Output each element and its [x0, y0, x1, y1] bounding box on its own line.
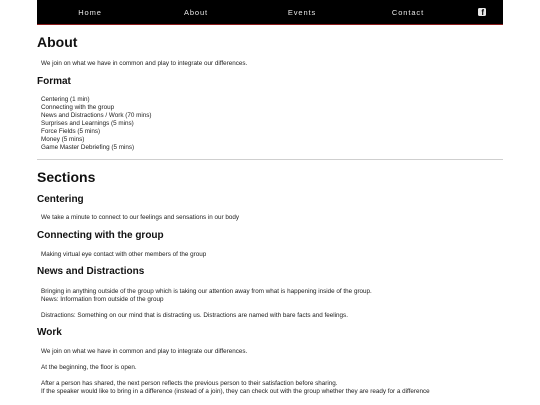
news-line-2: News: Information from outside of the group: [41, 296, 164, 303]
nav-link-contact[interactable]: Contact: [391, 7, 425, 17]
about-intro: We join on what we have in common and play to integrate our differences.: [41, 60, 248, 67]
format-item: Surprises and Learnings (5 mins): [41, 120, 134, 127]
section-divider: [37, 159, 503, 160]
about-heading: About: [37, 34, 78, 50]
top-navbar: [37, 0, 503, 25]
format-item: Connecting with the group: [41, 104, 115, 111]
nav-link-about[interactable]: About: [183, 7, 209, 17]
centering-text: We take a minute to connect to our feelings and sensations in our body: [41, 214, 240, 221]
centering-heading: Centering: [37, 194, 84, 205]
format-item: Game Master Debriefing (5 mins): [41, 144, 135, 151]
format-item: Centering (1 min): [41, 96, 90, 103]
format-list: [41, 96, 151, 152]
facebook-link[interactable]: [461, 8, 503, 16]
facebook-icon: f: [478, 8, 486, 16]
news-line-3: Distractions: Something on our mind that is distracting us. Distractions are named with bare facts and feelings.: [41, 312, 348, 319]
news-line-1: Bringing in anything outside of the group which is taking our attention away from what is happening inside of the group.: [41, 288, 372, 295]
format-heading: Format: [37, 76, 71, 87]
connecting-text: Making virtual eye contact with other members of the group: [41, 251, 207, 258]
work-heading: Work: [37, 327, 62, 338]
format-item: News and Distractions / Work (70 mins): [41, 112, 152, 119]
connecting-heading: Connecting with the group: [37, 230, 164, 241]
nav-link-home[interactable]: Home: [78, 7, 102, 17]
nav-link-events[interactable]: Events: [287, 7, 317, 17]
work-line-3: After a person has shared, the next person reflects the previous person to their satisfaction before sharing.: [41, 380, 338, 387]
format-item: Force Fields (5 mins): [41, 128, 101, 135]
news-heading: News and Distractions: [37, 266, 145, 277]
work-line-4: If the speaker would like to bring in a difference (instead of a join), they can check out with the group whether they are ready for a difference: [41, 388, 430, 395]
sections-heading: Sections: [37, 169, 96, 185]
work-line-2: At the beginning, the floor is open.: [41, 364, 137, 371]
format-item: Money (5 mins): [41, 136, 85, 143]
work-line-1: We join on what we have in common and play to integrate our differences.: [41, 348, 248, 355]
